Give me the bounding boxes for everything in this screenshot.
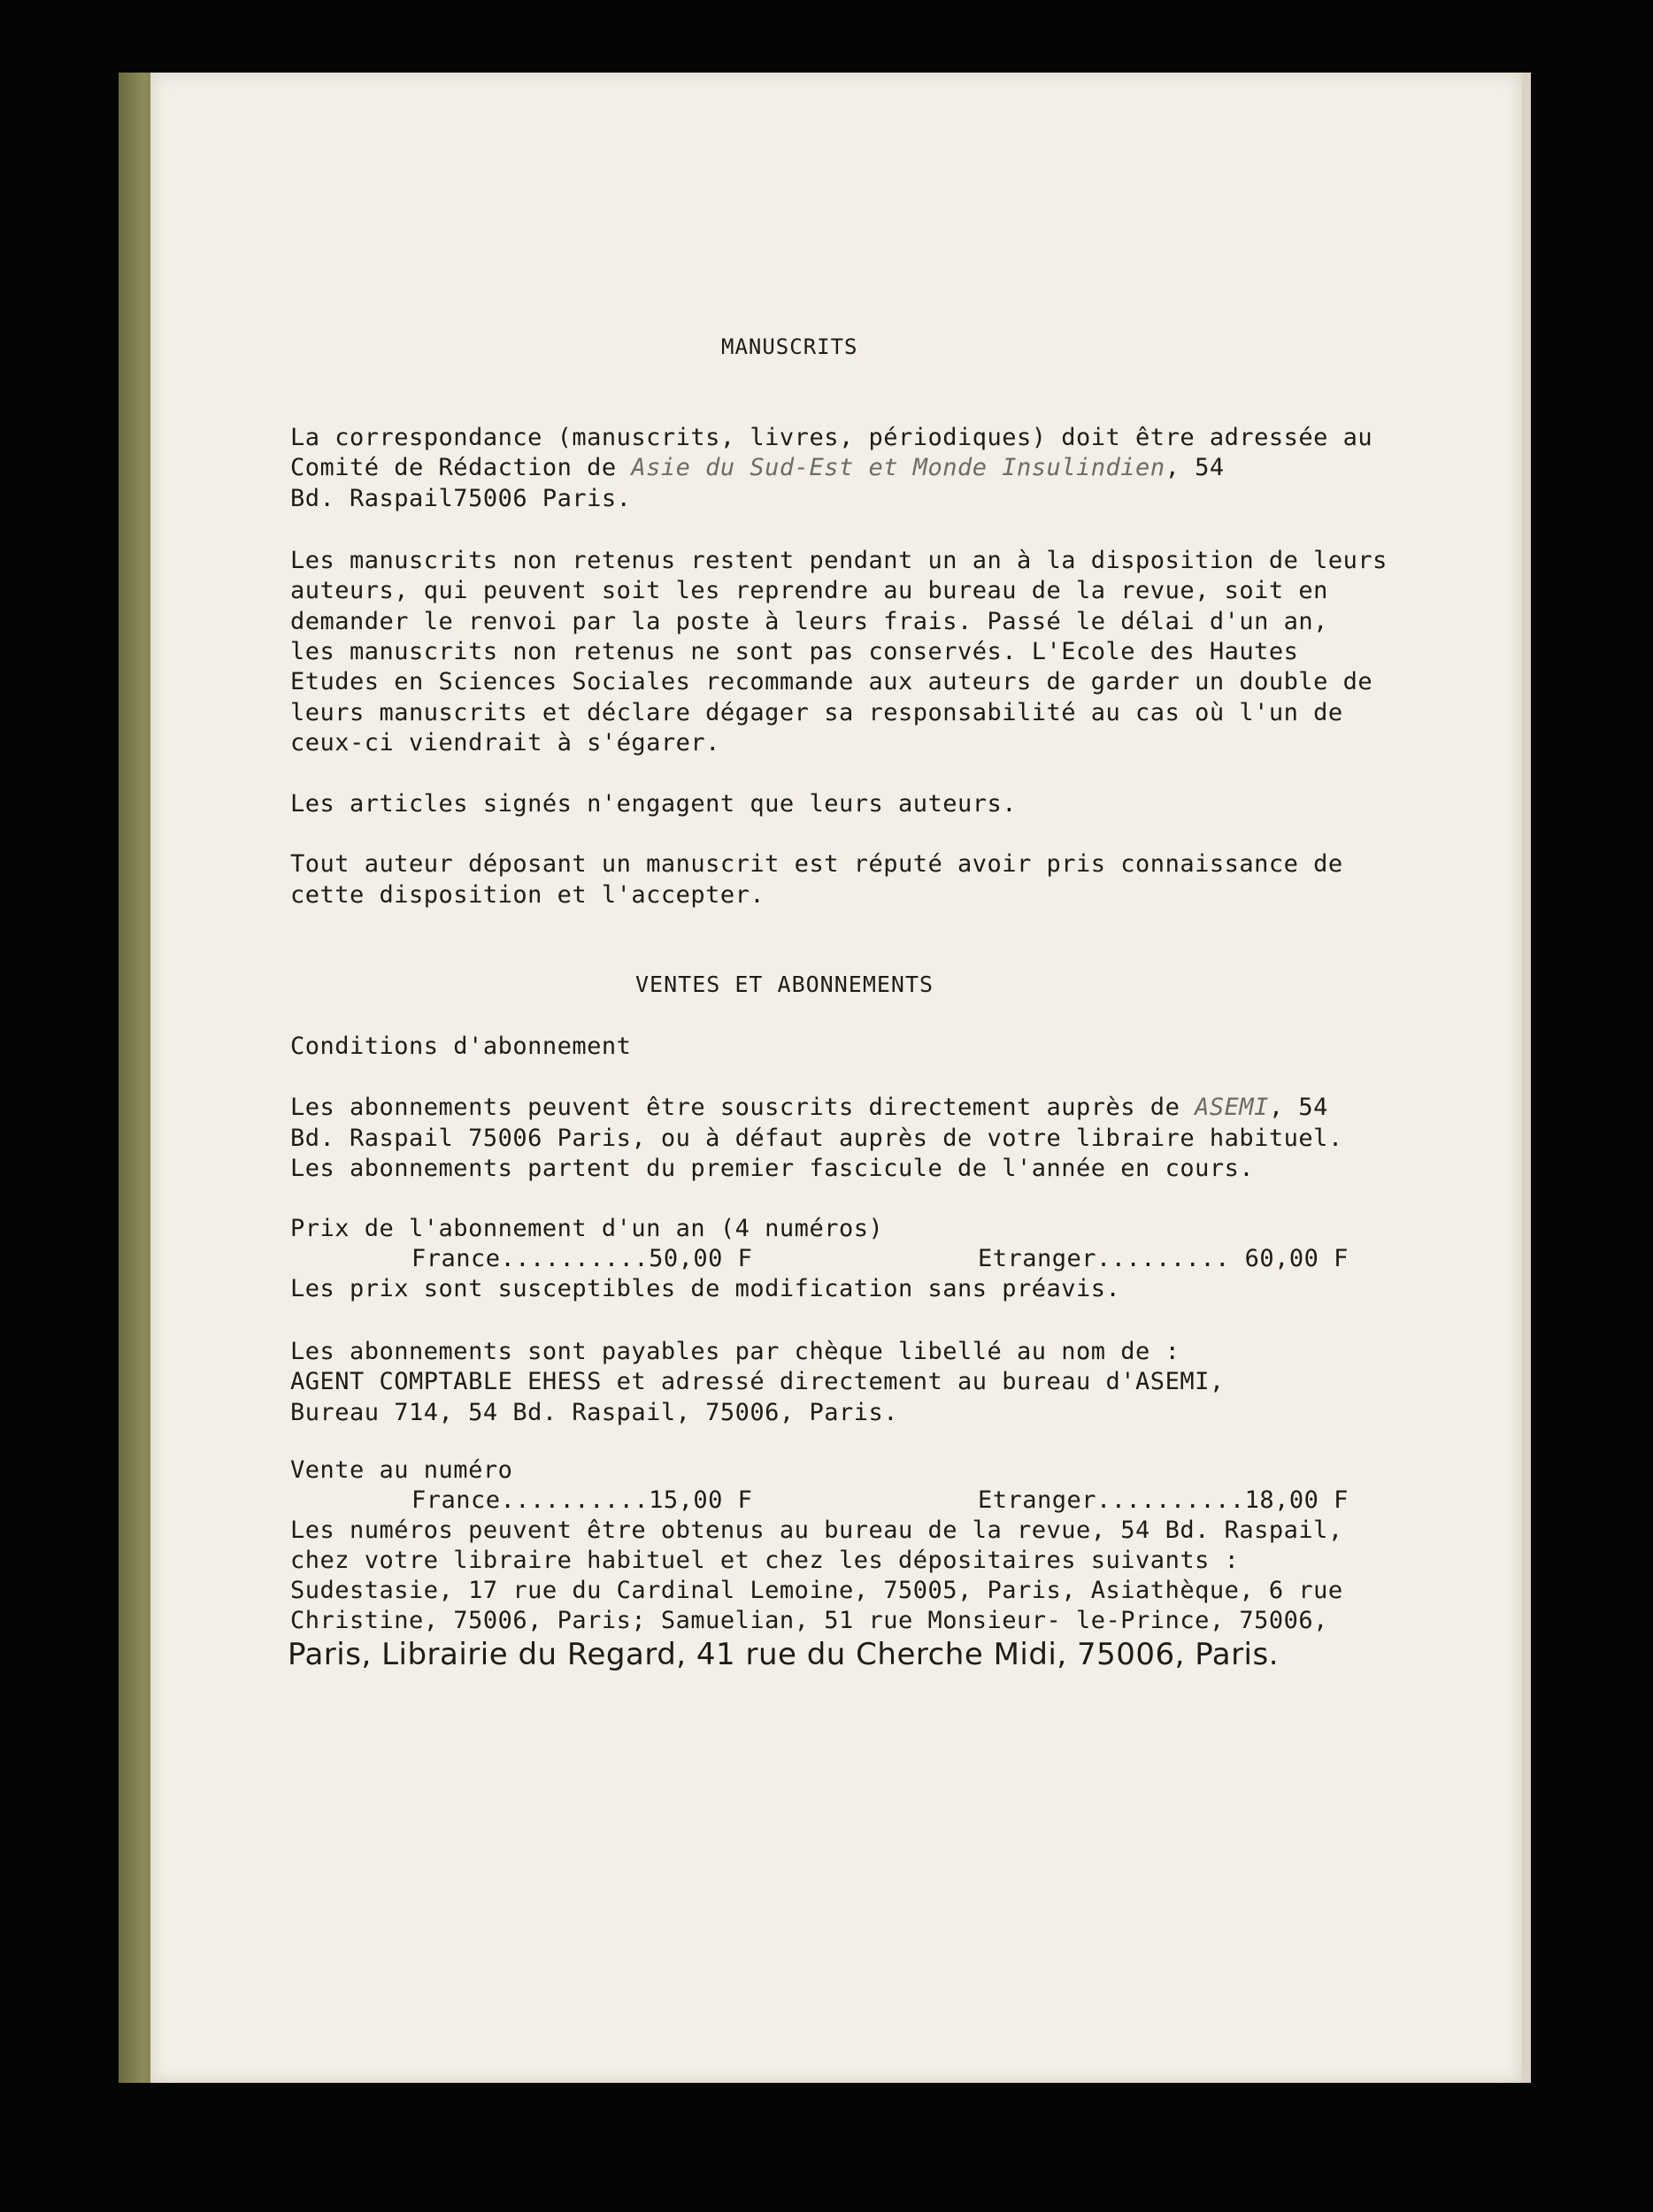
journal-title: Asie du Sud-Est et Monde Insulindien bbox=[631, 454, 1165, 481]
numeros-line3: Sudestasie, 17 rue du Cardinal Lemoine, 75005, Paris, Asiathèque, 6 rue bbox=[290, 1577, 1343, 1604]
manuscrits-p2-line4: les manuscrits non retenus ne sont pas conservés. L'Ecole des Hautes bbox=[290, 638, 1299, 665]
prix-heading: Prix de l'abonnement d'un an (4 numéros) bbox=[290, 1215, 884, 1242]
prix-etranger: Etranger......... 60,00 F bbox=[978, 1245, 1349, 1272]
manuscrits-p1-line2-start: Comité de Rédaction de bbox=[290, 454, 632, 481]
numeros-line1: Les numéros peuvent être obtenus au bureau de la revue, 54 Bd. Raspail, bbox=[290, 1517, 1343, 1544]
conditions-heading: Conditions d'abonnement bbox=[290, 1033, 632, 1060]
manuscrits-p1-line1: La correspondance (manuscrits, livres, périodiques) doit être adressée au bbox=[290, 424, 1373, 451]
prix-france: France..........50,00 F bbox=[411, 1245, 753, 1272]
numeros-line2: chez votre libraire habituel et chez les dépositaires suivants : bbox=[290, 1547, 1240, 1574]
payment-line2: AGENT COMPTABLE EHESS et adressé directement au bureau d'ASEMI, bbox=[290, 1368, 1225, 1395]
manuscrits-p4-line2: cette disposition et l'accepter. bbox=[290, 881, 765, 909]
manuscrits-p3-line1: Les articles signés n'engagent que leurs auteurs. bbox=[290, 790, 1018, 818]
manuscrits-p2-line1: Les manuscrits non retenus restent pendant un an à la disposition de leurs bbox=[290, 547, 1388, 574]
manuscrits-p2-line3: demander le renvoi par la poste à leurs frais. Passé le délai d'un an, bbox=[290, 608, 1328, 635]
prix-note: Les prix sont susceptibles de modification sans préavis. bbox=[290, 1275, 1121, 1302]
manuscrits-p1-line2 bbox=[290, 453, 1225, 483]
manuscrits-p1-line3: Bd. Raspail75006 Paris. bbox=[290, 485, 632, 512]
manuscrits-p1-line2-end: , 54 bbox=[1165, 454, 1225, 481]
manuscrits-p4-line1: Tout auteur déposant un manuscrit est réputé avoir pris connaissance de bbox=[290, 850, 1343, 878]
vente-etranger: Etranger..........18,00 F bbox=[978, 1486, 1349, 1514]
abonnement-line1-end: , 54 bbox=[1268, 1094, 1328, 1121]
manuscrits-p2-line2: auteurs, qui peuvent soit les reprendre au bureau de la revue, soit en bbox=[290, 577, 1328, 604]
abonnement-line1 bbox=[290, 1093, 1328, 1123]
vente-heading: Vente au numéro bbox=[290, 1456, 513, 1484]
abonnement-line2: Bd. Raspail 75006 Paris, ou à défaut auprès de votre libraire habituel. bbox=[290, 1125, 1343, 1152]
vente-france: France..........15,00 F bbox=[411, 1486, 753, 1514]
payment-line1: Les abonnements sont payables par chèque libellé au nom de : bbox=[290, 1338, 1180, 1365]
abonnement-line1-start: Les abonnements peuvent être souscrits directement auprès de bbox=[290, 1094, 1196, 1121]
manuscrits-p2-line7: ceux-ci viendrait à s'égarer. bbox=[290, 729, 720, 757]
ventes-heading: VENTES ET ABONNEMENTS bbox=[635, 972, 934, 997]
numeros-line4: Christine, 75006, Paris; Samuelian, 51 rue Monsieur- le-Prince, 75006, bbox=[290, 1607, 1328, 1634]
numeros-line5: Paris, Librairie du Regard, 41 rue du Cherche Midi, 75006, Paris. bbox=[288, 1637, 1280, 1672]
asemi-name: ASEMI bbox=[1195, 1094, 1269, 1121]
page-edge bbox=[1522, 73, 1531, 2083]
manuscrits-p2-line5: Etudes en Sciences Sociales recommande aux auteurs de garder un double de bbox=[290, 668, 1373, 695]
abonnement-line3: Les abonnements partent du premier fascicule de l'année en cours. bbox=[290, 1155, 1255, 1182]
document-page bbox=[150, 73, 1522, 2083]
manuscrits-heading: MANUSCRITS bbox=[721, 334, 858, 359]
manuscrits-p2-line6: leurs manuscrits et déclare dégager sa responsabilité au cas où l'un de bbox=[290, 699, 1343, 726]
payment-line3: Bureau 714, 54 Bd. Raspail, 75006, Paris. bbox=[290, 1399, 898, 1426]
